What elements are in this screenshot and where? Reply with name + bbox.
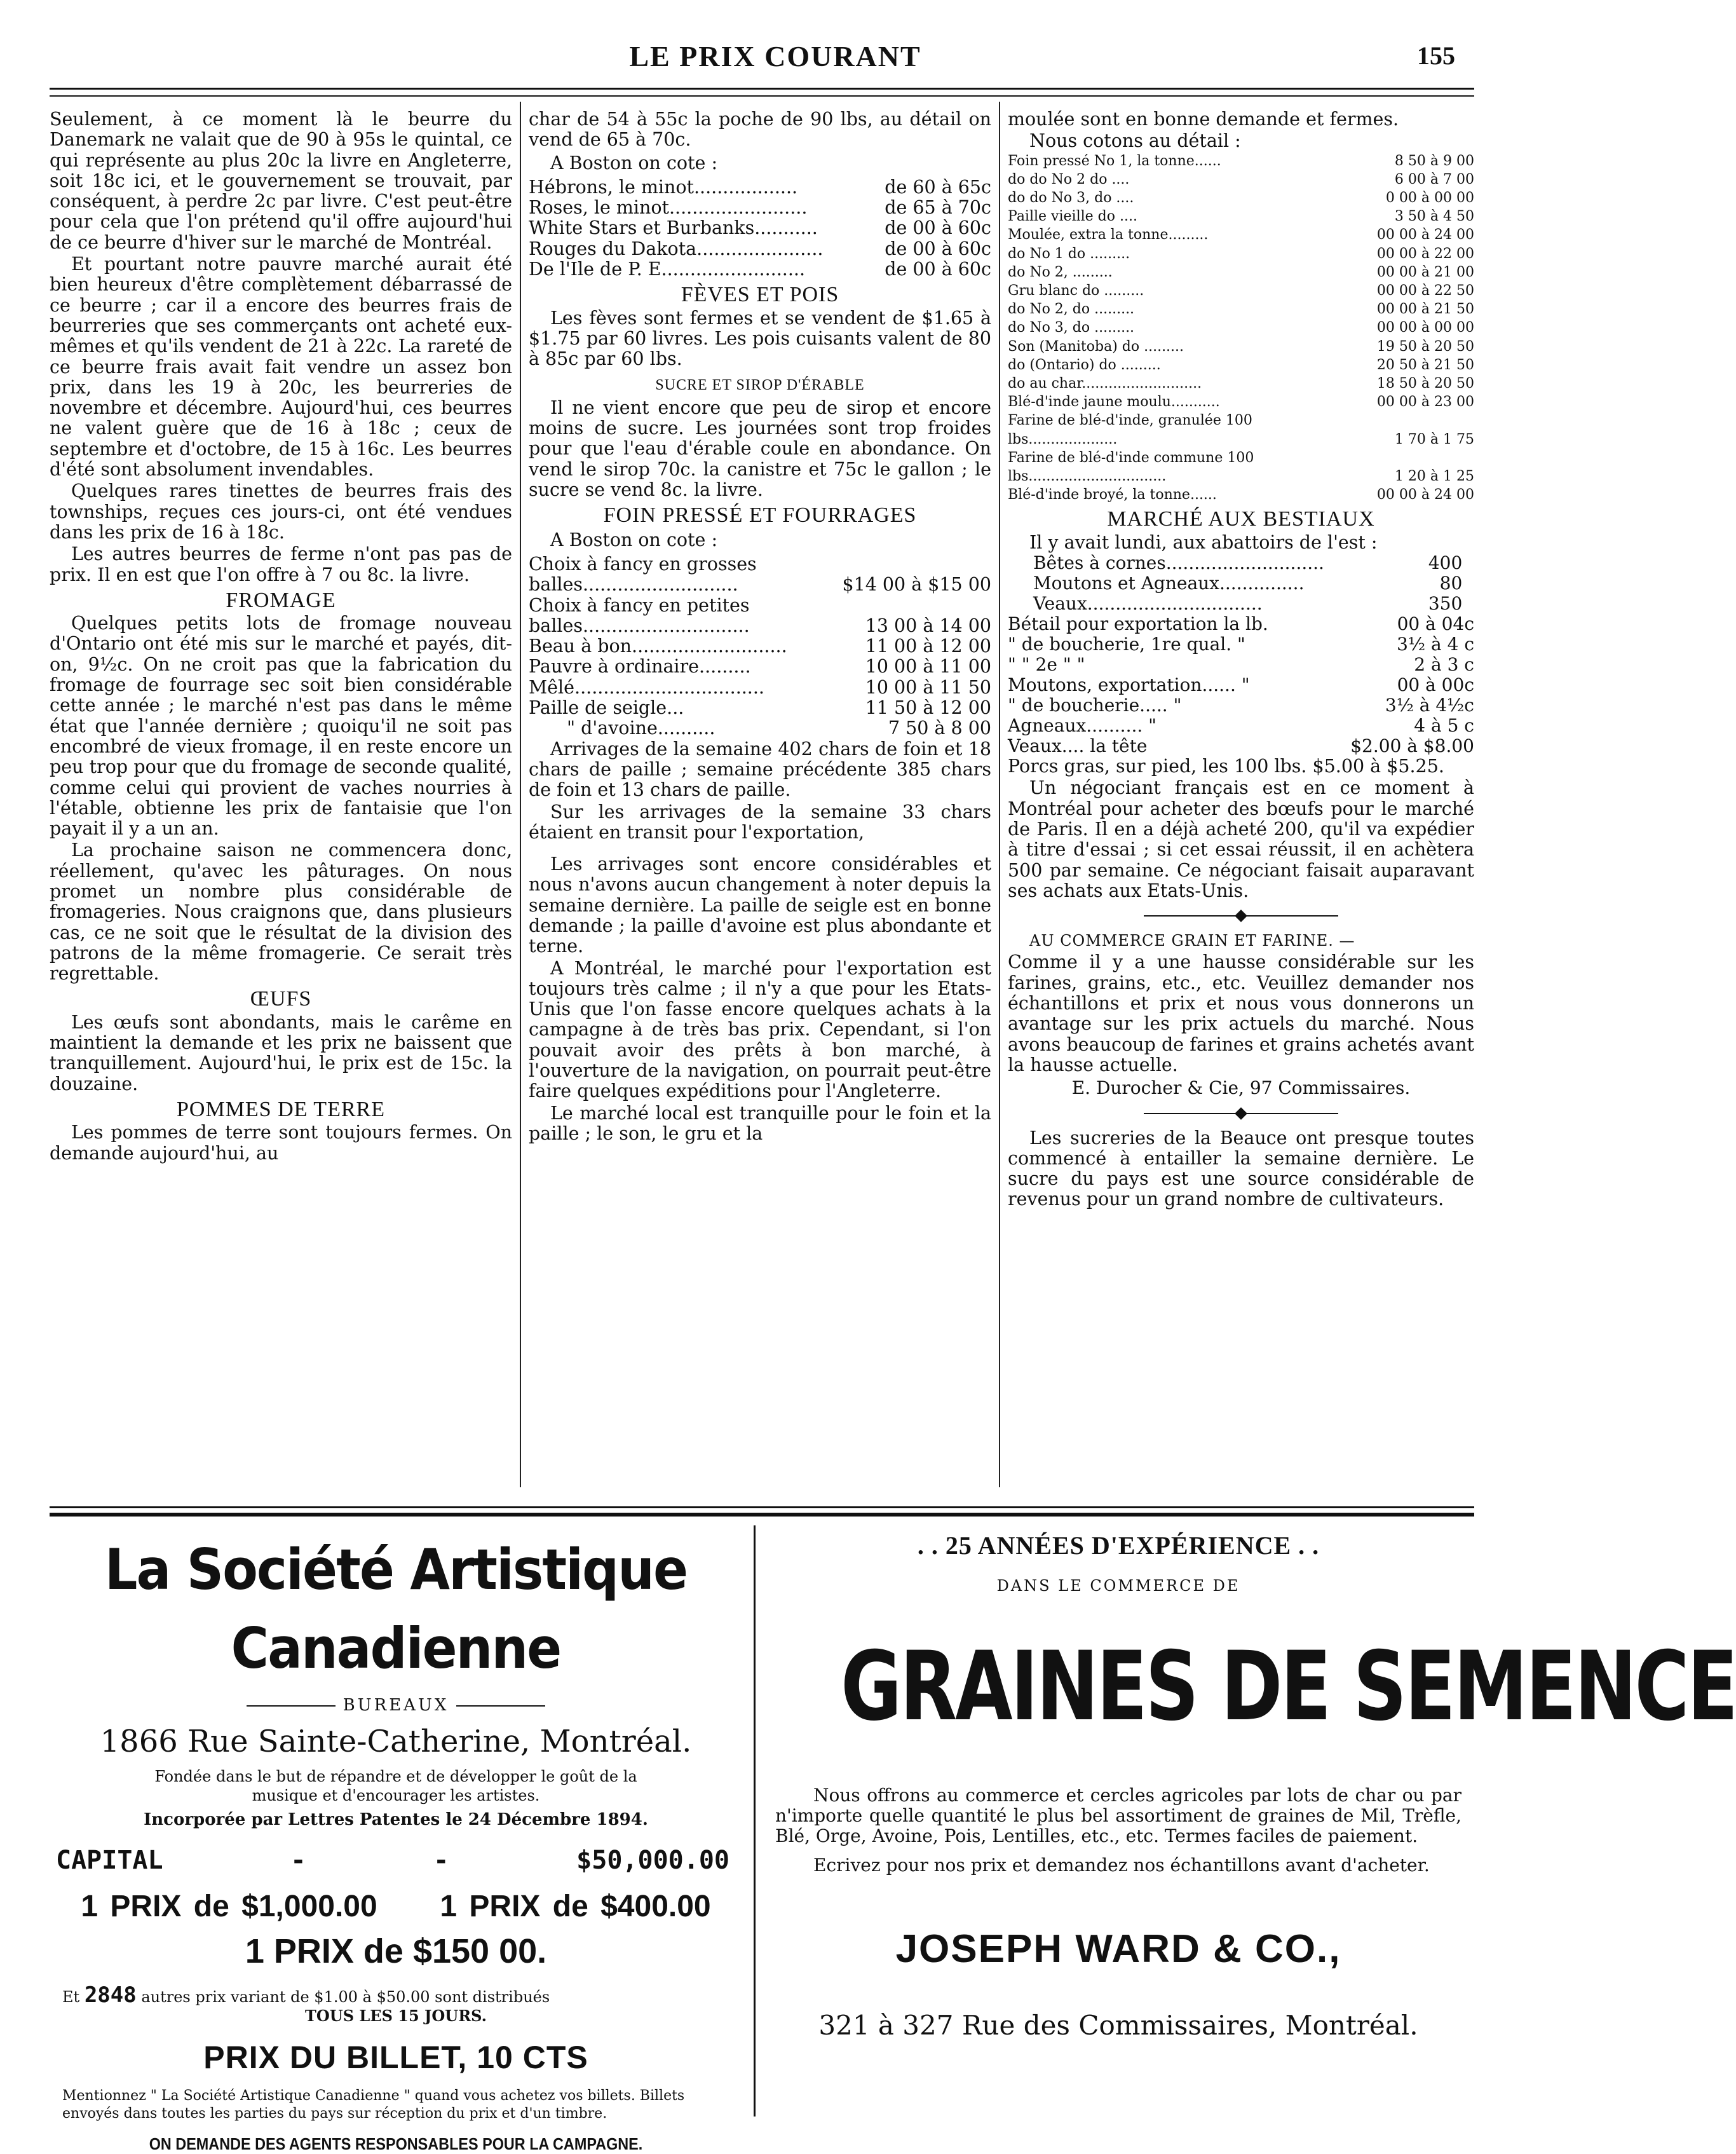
price-row — [1008, 695, 1474, 716]
article-paragraph: moulée sont en bonne demande et fermes. — [1008, 109, 1399, 130]
price-value: 10 00 à 11 00 — [865, 656, 991, 678]
price-row — [529, 636, 991, 657]
header-rule-bottom — [50, 95, 1474, 97]
price-row — [1008, 411, 1474, 448]
article-paragraph: Quelques petits lots de fromage nouveau d'Ontario ont été mis sur le marché et payés, dit-on, 9½c. On ne croit pas que la fabrication du fromage de fourrage sec soit bien considérable cette année ; le marché n'est pas dans le même état que l'année dernière ; quoiqu'il ne soit pas encombré de vieux fromage, il en reste encore un peu trop pour que du fromage de seconde qualité, comme celui qui provient de vaches nourries à l'étable, obtienne les prix de fantaisie que l'on payait il y a un an. — [50, 613, 512, 840]
price-label: Choix à fancy en petites balles............................. — [529, 594, 750, 636]
price-value: de 00 à 60c — [885, 217, 991, 239]
ad-ticket-price: PRIX DU BILLET, 10 CTS — [203, 2040, 588, 2075]
section-heading-foin: FOIN PRESSÉ ET FOURRAGES — [603, 503, 917, 528]
price-value: de 00 à 60c — [885, 259, 991, 280]
price-label: " " 2e " " — [1008, 654, 1085, 676]
price-row — [1008, 282, 1474, 300]
porcs-line: Porcs gras, sur pied, les 100 lbs. $5.00 à $5.25. — [1008, 756, 1444, 777]
price-label: Pauvre à ordinaire......... — [529, 656, 751, 678]
price-row — [1008, 300, 1474, 318]
price-row — [1008, 152, 1474, 170]
price-row — [1008, 337, 1474, 356]
advertiser-signature: E. Durocher & Cie, 97 Commissaires. — [1071, 1077, 1411, 1099]
price-value: 00 00 à 24 00 — [1376, 487, 1474, 503]
capital-value: $50,000.00 — [576, 1846, 729, 1875]
price-value: 6 00 à 7 00 — [1394, 171, 1474, 187]
price-value: de 00 à 60c — [885, 238, 991, 259]
price-row — [529, 678, 991, 698]
price-row — [529, 259, 991, 280]
ad-capital — [56, 1846, 729, 1875]
boston-potato-prices — [529, 177, 991, 280]
price-value: 00 à 00c — [1397, 674, 1474, 696]
extra-pre: Et — [62, 1988, 80, 2006]
price-value: 2 à 3 c — [1414, 654, 1474, 676]
price-row — [1008, 189, 1474, 207]
price-label: Hébrons, le minot.................. — [529, 176, 798, 198]
price-value: 19 50 à 20 50 — [1376, 338, 1474, 355]
price-row — [1008, 170, 1474, 189]
price-value: de 65 à 70c — [885, 197, 991, 219]
ads-rule-top — [50, 1506, 1474, 1508]
price-row — [529, 239, 991, 259]
price-row — [529, 218, 991, 238]
ad-address: 321 à 327 Rue des Commissaires, Montréal. — [818, 2010, 1418, 2041]
capital-label: CAPITAL — [56, 1846, 163, 1875]
ads-rule-top-2 — [50, 1513, 1474, 1517]
article-paragraph: Seulement, à ce moment là le beurre du Danemark ne valait que de 90 à 95s le quintal, ce qui représente au plus 20c la livre en Angleterre, soit 18c ici, et le gouvernement se trouvait, par conséquent, à perdre 2c par livre. C'est peut-être pour cela que l'on prétend qu'il offre aujourd'hui de ce beurre d'hiver sur le marché de Montréal. — [50, 109, 512, 253]
column-3 — [1008, 109, 1474, 1482]
price-value: 00 00 à 22 50 — [1376, 283, 1474, 299]
ad-body: Ecrivez pour nos prix et demandez nos échantillons avant d'acheter. — [813, 1855, 1430, 1876]
price-label: do do No 3, do .... — [1008, 190, 1134, 206]
price-value: 3½ à 4 c — [1397, 634, 1474, 655]
section-heading-feves: FÈVES ET POIS — [681, 283, 839, 307]
price-row — [1008, 207, 1474, 226]
prize-2: 1 PRIX de $400.00 — [440, 1890, 711, 1923]
article-paragraph: Un négociant français est en ce moment à Montréal pour acheter des bœufs pour le marché de Paris. Il en a déjà acheté 200, qu'il va expédier à titre d'essai ; si cet essai réussit, il en achètera 500 par semaine. Ce négociant faisait auparavant ses achats aux Etats-Unis. — [1008, 777, 1474, 901]
price-label: do No 2, ......... — [1008, 264, 1113, 280]
ads-divider — [754, 1525, 756, 2117]
ad-founded: Fondée dans le but de répandre et de développer le goût de la musique et d'encourager les artistes. — [154, 1768, 637, 1804]
header-rule-top — [50, 88, 1474, 90]
ad-address: 1866 Rue Sainte-Catherine, Montréal. — [100, 1724, 692, 1759]
price-label: Roses, le minot........................ — [529, 197, 808, 219]
price-row — [1008, 449, 1474, 486]
price-value: 11 00 à 12 00 — [865, 636, 991, 657]
price-label: Moutons, exportation...... " — [1008, 674, 1250, 696]
article-paragraph: Les autres beurres de ferme n'ont pas pas de prix. Il en est que l'on offre à 7 ou 8c. la livre. — [50, 543, 512, 585]
price-value: 00 00 à 22 00 — [1376, 245, 1474, 262]
livestock-prices — [1008, 614, 1474, 756]
ad-dans-le-commerce: DANS LE COMMERCE DE — [996, 1577, 1240, 1595]
section-heading-pommes: POMMES DE TERRE — [177, 1097, 385, 1121]
article-paragraph: Et pourtant notre pauvre marché aurait été bien heureux d'être complètement débarrassé de ce beurre ; car il a encore des beurres frais de beurreries que ses commerçants ont acheté eux-mêmes et qu'ils vendent de 21 à 22c. La rareté de ce beurre frais avait fait vendre un assez bon prix, dans les 19 à 20c, les beurreries de novembre et décembre. Aujourd'hui, ces beurres ne valent guère que de 16 à 18c ; ceux de septembre et d'octobre, de 15 à 16c. Les beurres d'été sont absolument invendables. — [50, 254, 512, 481]
extra-text: autres prix variant de $1.00 à $50.00 sont distribués — [141, 1988, 550, 2006]
price-label: do au char........................... — [1008, 376, 1202, 392]
price-row — [529, 698, 991, 718]
prize-3: 1 PRIX de $150 00. — [245, 1932, 547, 1970]
price-value: de 60 à 65c — [885, 176, 991, 198]
marche-lead: Il y avait lundi, aux abattoirs de l'est : — [1029, 531, 1378, 553]
price-label: Paille vieille do .... — [1008, 208, 1137, 225]
price-row — [1008, 263, 1474, 282]
price-label: " de boucherie, 1re qual. " — [1008, 634, 1245, 655]
section-heading-fromage: FROMAGE — [226, 588, 336, 612]
price-row — [529, 177, 991, 198]
article-paragraph: Quelques rares tinettes de beurres frais des townships, reçues ces jours-ci, ont été vendues dans les prix de 16 à 18c. — [50, 481, 512, 543]
price-label: do No 3, do ......... — [1008, 320, 1135, 336]
ad-note: Mentionnez " La Société Artistique Canadienne " quand vous achetez vos billets. Billets envoyés dans toutes les parties du pays sur réception du prix et d'un timbre. — [62, 2088, 685, 2122]
count-label: Veaux............................... — [1033, 593, 1263, 615]
ad-company: JOSEPH WARD & CO., — [895, 1927, 1341, 1971]
boston-lead: A Boston on cote : — [550, 152, 718, 174]
price-row — [1008, 655, 1474, 675]
price-value: 18 50 à 20 50 — [1376, 376, 1474, 392]
cotons-lead: Nous cotons au détail : — [1029, 130, 1241, 152]
price-value: $2.00 à $8.00 — [1350, 735, 1474, 757]
price-label: Bétail pour exportation la lb. — [1008, 613, 1268, 635]
price-label: Paille de seigle... — [529, 697, 684, 719]
price-label: Foin pressé No 1, la tonne...... — [1008, 153, 1221, 169]
running-title: LE PRIX COURANT — [629, 40, 921, 72]
price-label: Rouges du Dakota...................... — [529, 238, 824, 259]
price-label: Gru blanc do ......... — [1008, 283, 1144, 299]
price-row — [1008, 486, 1474, 504]
price-row — [1008, 614, 1474, 634]
section-heading-oeufs: ŒUFS — [250, 987, 312, 1011]
price-label: De l'Ile de P. E......................... — [529, 259, 806, 280]
foin-lead: A Boston on cote : — [550, 529, 718, 550]
ad-agents-wanted: ON DEMANDE DES AGENTS RESPONSABLES POUR LA CAMPAGNE. — [149, 2134, 643, 2153]
price-row — [1008, 393, 1474, 411]
price-value: 00 à 04c — [1397, 613, 1474, 635]
article-paragraph: Sur les arrivages de la semaine 33 chars étaient en transit pour l'exportation, — [529, 801, 991, 843]
ad-body: Nous offrons au commerce et cercles agricoles par lots de char ou par n'importe quelle quantité le plus bel assortiment de graines de Mil, Trèfle, Blé, Orge, Avoine, Pois, Lentilles, etc., etc. Termes faciles de paiement. — [775, 1785, 1461, 1846]
page-number: 155 — [1417, 41, 1455, 70]
price-label: " d'avoine.......... — [567, 718, 715, 739]
price-value: 00 00 à 21 00 — [1376, 264, 1474, 280]
price-value: 7 50 à 8 00 — [888, 718, 991, 739]
price-label: do (Ontario) do ......... — [1008, 357, 1161, 373]
column-divider-1 — [520, 102, 521, 1487]
price-label: Beau à bon........................... — [529, 636, 787, 657]
ad-graines-de-semence — [763, 1524, 1736, 2122]
price-row — [1008, 634, 1474, 655]
price-label: do do No 2 do .... — [1008, 171, 1130, 187]
article-paragraph: Les fèves sont fermes et se vendent de $1.65 à $1.75 par 60 livres. Les pois cuisants valent de 80 à 85c par 60 lbs. — [529, 307, 991, 370]
price-label: Son (Manitoba) do ......... — [1008, 338, 1184, 355]
price-row — [1008, 245, 1474, 263]
price-row — [1008, 318, 1474, 337]
price-value: 00 00 à 00 00 — [1376, 320, 1474, 336]
price-row — [529, 554, 991, 596]
count-value: 80 — [1439, 573, 1463, 594]
price-row — [529, 657, 991, 677]
count-value: 350 — [1428, 593, 1463, 615]
price-label: Veaux.... la tête — [1008, 735, 1148, 757]
price-label: Farine de blé-d'inde commune 100 lbs............................... — [1008, 449, 1254, 485]
price-value: 3½ à 4½c — [1385, 695, 1474, 716]
price-row — [1008, 374, 1474, 393]
ad-incorporated: Incorporée par Lettres Patentes le 24 Décembre 1894. — [144, 1810, 648, 1829]
feed-prices — [1008, 152, 1474, 505]
article-paragraph: Comme il y a une hausse considérable sur les farines, grains, etc., etc. Veuillez demander nos échantillons et prix et nous vous donnerons un avantage sur les prix actuels du marché. Nous avons beaucoup de farines et grains achetés avant la hausse actuelle. — [1008, 951, 1474, 1075]
price-value: 0 00 à 00 00 — [1385, 190, 1474, 206]
count-row — [1033, 594, 1462, 614]
price-label: Farine de blé-d'inde, granulée 100 lbs.................... — [1008, 412, 1252, 447]
ad-title: La Société Artistique Canadienne — [104, 1537, 688, 1681]
price-value: 00 00 à 21 50 — [1376, 301, 1474, 318]
price-label: do No 1 do ......... — [1008, 245, 1130, 262]
price-label: Moulée, extra la tonne......... — [1008, 227, 1209, 243]
article-paragraph: char de 54 à 55c la poche de 90 lbs, au détail on vend de 65 à 70c. — [529, 109, 991, 151]
count-label: Bêtes à cornes............................ — [1033, 552, 1324, 574]
price-value: 8 50 à 9 00 — [1394, 153, 1474, 169]
article-paragraph: Arrivages de la semaine 402 chars de foin et 18 chars de paille ; semaine précédente 385 chars de foin et 13 chars de paille. — [529, 738, 991, 801]
price-value: 4 à 5 c — [1414, 715, 1474, 737]
price-row — [1008, 716, 1474, 736]
price-value: 10 00 à 11 50 — [865, 676, 991, 698]
section-heading-sucre: SUCRE ET SIROP D'ÉRABLE — [655, 376, 865, 393]
price-value: 00 00 à 23 00 — [1376, 394, 1474, 411]
ad-bureaux — [50, 1696, 742, 1715]
article-paragraph: La prochaine saison ne commencera donc, réellement, qu'avec les pâturages. On nous promet un nombre plus considérable de fromageries. Nous craignons que, dans plusieurs cas, ce ne soit que le résultat de la division des patrons de la même fromagerie. Ce serait très regrettable. — [50, 840, 512, 985]
price-row — [1008, 675, 1474, 695]
column-2 — [529, 109, 991, 1482]
price-value: 20 50 à 21 50 — [1376, 357, 1474, 373]
article-paragraph: Les pommes de terre sont toujours fermes. On demande aujourd'hui, au — [50, 1122, 512, 1164]
price-label: " de boucherie..... " — [1008, 695, 1182, 716]
ornament-divider — [1008, 1107, 1474, 1121]
extra-count: 2848 — [84, 1982, 137, 2008]
price-value: 13 00 à 14 00 — [865, 615, 991, 636]
ad-tous-les-15-jours: TOUS LES 15 JOURS. — [305, 2007, 487, 2025]
prize-1: 1 PRIX de $1,000.00 — [81, 1890, 377, 1923]
article-paragraph: Les arrivages sont encore considérables et nous n'avons aucun changement à noter depuis la semaine dernière. La paille de seigle est en bonne demande ; la paille d'avoine est plus abondante et terne. — [529, 854, 991, 957]
price-value: 00 00 à 24 00 — [1376, 227, 1474, 243]
article-paragraph: Les sucreries de la Beauce ont presque toutes commencé à entailler la semaine dernière. Le sucre du pays est une source considérable de revenus pour un grand nombre de cultivateurs. — [1008, 1127, 1474, 1210]
ad-extra-prizes — [50, 1982, 742, 2008]
price-label: do No 2, do ......... — [1008, 301, 1135, 318]
price-row — [529, 718, 991, 739]
ad-title: GRAINES DE SEMENCE — [841, 1632, 1736, 1742]
column-1 — [50, 109, 512, 1482]
section-heading-marche: MARCHÉ AUX BESTIAUX — [1107, 507, 1375, 531]
price-label: Mêlé................................. — [529, 676, 764, 698]
capital-dash: - — [433, 1846, 449, 1875]
bureaux-label: BUREAUX — [342, 1696, 449, 1715]
hay-prices — [529, 554, 991, 739]
count-row — [1033, 573, 1462, 594]
price-row — [1008, 226, 1474, 244]
price-value: 3 50 à 4 50 — [1394, 208, 1474, 225]
count-label: Moutons et Agneaux............... — [1033, 573, 1305, 594]
price-label: Agneaux.......... " — [1008, 715, 1157, 737]
ad-prizes-row — [50, 1889, 742, 1924]
capital-dash: - — [290, 1846, 306, 1875]
price-value: 1 70 à 1 75 — [1394, 431, 1474, 447]
livestock-counts — [1033, 553, 1462, 614]
price-row — [529, 596, 991, 637]
price-row — [1008, 736, 1474, 756]
price-label: Blé-d'inde broyé, la tonne...... — [1008, 487, 1217, 503]
ornament-divider — [1008, 909, 1474, 923]
article-paragraph: A Montréal, le marché pour l'exportation est toujours très calme ; il n'y a que pour les Etats-Unis que l'on fasse encore quelques achats à la campagne à de très bas prix. Cependant, si l'on pouvait avoir des prêts à bon marché, à l'ouverture de la navigation, on pourrait peut-être faire quelques expéditions pour l'Angleterre. — [529, 957, 991, 1102]
price-label: Choix à fancy en grosses balles........................... — [529, 553, 757, 596]
price-value: 1 20 à 1 25 — [1394, 468, 1474, 485]
article-paragraph: Il ne vient encore que peu de sirop et encore moins de sucre. Les journées sont trop froides pour que l'eau d'érable coule en abondance. On vend le sirop 70c. la canistre et 75c le gallon ; le sucre se vend 8c. la livre. — [529, 397, 991, 501]
price-label: White Stars et Burbanks........... — [529, 217, 818, 239]
count-value: 400 — [1428, 552, 1463, 574]
price-value: $14 00 à $15 00 — [842, 574, 991, 596]
ad-societe-artistique — [50, 1524, 742, 2153]
price-value: 11 50 à 12 00 — [865, 697, 991, 719]
price-row — [1008, 356, 1474, 374]
column-divider-2 — [999, 102, 1000, 1487]
commerce-heading: AU COMMERCE GRAIN ET FARINE. — — [1029, 932, 1355, 950]
price-label: Blé-d'inde jaune moulu........... — [1008, 394, 1220, 411]
price-row — [529, 198, 991, 218]
count-row — [1033, 553, 1462, 573]
article-paragraph: Les œufs sont abondants, mais le carême en maintient la demande et les prix ne baissent que tranquillement. Aujourd'hui, le prix est de 15c. la douzaine. — [50, 1011, 512, 1094]
article-paragraph: Le marché local est tranquille pour le foin et la paille ; le son, le gru et la — [529, 1102, 991, 1144]
ad-experience: . . 25 ANNÉES D'EXPÉRIENCE . . — [917, 1531, 1320, 1560]
